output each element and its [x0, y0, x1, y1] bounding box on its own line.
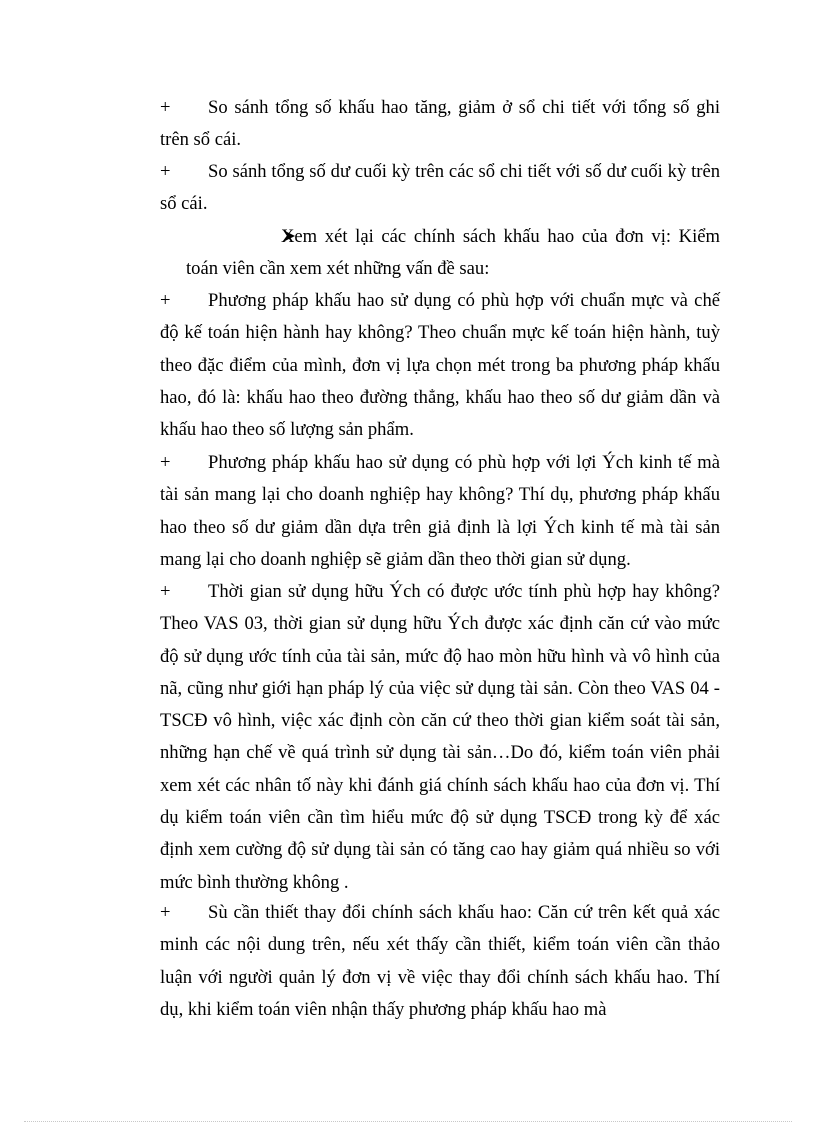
- plus-bullet: +: [160, 290, 171, 311]
- paragraph-policy-change: [160, 897, 720, 1026]
- paragraph-useful-life: [160, 576, 720, 899]
- plus-bullet: +: [160, 452, 171, 473]
- arrow-bullet: [234, 221, 281, 253]
- paragraph-text: Phương pháp khấu hao sử dụng có phù hợp với chuẩn mực và chế độ kế toán hiện hành hay không? Theo chuẩn mực kế toán hiện hành, tuỳ theo đặc điểm của mình, đơn vị lựa chọn mét trong ba phương pháp khấu hao, đó là: khấu hao theo đường thẳng, khấu hao theo số dư giảm dần và khấu hao theo số lượng sản phẩm.: [160, 290, 720, 441]
- plus-bullet: +: [160, 161, 171, 182]
- plus-bullet: +: [160, 902, 171, 923]
- paragraph-text: Xem xét lại các chính sách khấu hao của đơn vị: Kiểm toán viên cần xem xét những vấn đề sau:: [186, 226, 720, 280]
- page-bottom-divider: [24, 1121, 792, 1122]
- paragraph-text: Sù cần thiết thay đổi chính sách khấu hao: Căn cứ trên kết quả xác minh các nội dung trên, nếu xét thấy cần thiết, kiểm toán viên cần thảo luận với người quản lý đơn vị về việc thay đổi chính sách khấu hao. Thí dụ, khi kiểm toán viên nhận thấy phương pháp khấu hao mà: [160, 902, 720, 1020]
- paragraph-text: Phương pháp khấu hao sử dụng có phù hợp với lợi Ých kinh tế mà tài sản mang lại cho doanh nghiệp hay không? Thí dụ, phương pháp khấu hao theo số dư giảm dần dựa trên giả định là lợi Ých kinh tế mà tài sản mang lại cho doanh nghiệp sẽ giảm dần theo thời gian sử dụng.: [160, 452, 720, 570]
- paragraph-compare-depreciation-totals: [160, 92, 720, 157]
- paragraph-text: So sánh tổng số dư cuối kỳ trên các sổ chi tiết với số dư cuối kỳ trên sổ cái.: [160, 161, 720, 215]
- plus-bullet: +: [160, 581, 171, 602]
- paragraph-economic-benefit: [160, 447, 720, 576]
- paragraph-method-compliance: [160, 285, 720, 446]
- paragraph-review-depreciation-policy: [186, 221, 720, 286]
- plus-bullet: +: [160, 97, 171, 118]
- paragraph-text: Thời gian sử dụng hữu Ých có được ước tính phù hợp hay không? Theo VAS 03, thời gian sử dụng hữu Ých được xác định căn cứ vào mức độ sử dụng ước tính của tài sản, mức độ hao mòn hữu hình và vô hình của nã, cũng như giới hạn pháp lý của việc sử dụng tài sản. Còn theo VAS 04 - TSCĐ vô hình, việc xác định còn căn cứ theo thời gian kiểm soát tài sản, những hạn chế về quá trình sử dụng tài sản…Do đó, kiểm toán viên phải xem xét các nhân tố này khi đánh giá chính sách khấu hao của đơn vị. Thí dụ kiểm toán viên cần tìm hiểu mức độ sử dụng TSCĐ trong kỳ để xác định xem cường độ sử dụng tài sản có tăng cao hay giảm quá nhiều so với mức bình thường không .: [160, 581, 720, 893]
- paragraph-compare-closing-balances: [160, 156, 720, 221]
- paragraph-text: So sánh tổng số khấu hao tăng, giảm ở sổ chi tiết với tổng số ghi trên sổ cái.: [160, 97, 720, 151]
